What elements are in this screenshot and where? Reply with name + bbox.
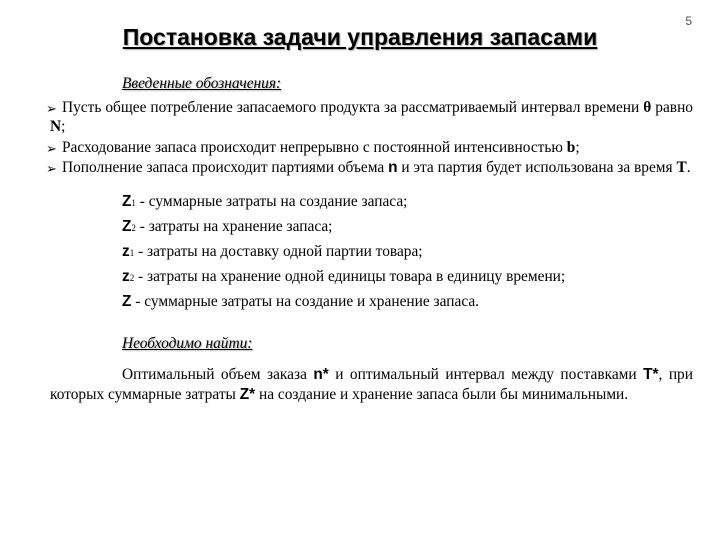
b-symbol: b: [566, 138, 576, 156]
bullet-depletion: [46, 138, 693, 158]
slide-title: [0, 24, 720, 51]
def-symbol: z: [122, 267, 130, 285]
n-symbol: n: [388, 159, 398, 176]
definition-item: [122, 264, 693, 289]
slide-number: 5: [685, 14, 692, 28]
bullet-consumption: [46, 98, 694, 137]
slide-content: [46, 74, 694, 419]
arrow-bullet-icon: ➢: [46, 100, 57, 116]
bullet-text: ;: [61, 118, 66, 135]
goal-text: и оптимальный интервал между поставками: [328, 366, 644, 383]
section-heading-notation: Введенные обозначения:: [122, 75, 282, 92]
goal-text: , при которых суммарные затраты: [50, 366, 693, 403]
def-subscript: 2: [129, 272, 135, 283]
goal-text: Оптимальный объем заказа: [122, 366, 314, 383]
def-symbol: Z: [122, 217, 132, 235]
n-total-symbol: N: [50, 118, 62, 135]
definition-item: [122, 289, 693, 314]
n-star-symbol: n*: [313, 366, 329, 383]
arrow-bullet-icon: ➢: [46, 161, 57, 176]
definition-item: [122, 239, 693, 264]
bullet-text: Расходование запаса происходит непрерывно с постоянной интенсивностью: [62, 138, 567, 156]
def-symbol: Z: [122, 192, 132, 210]
bullet-text: .: [686, 159, 691, 176]
theta-symbol: θ: [643, 98, 652, 116]
bullet-replenishment: [46, 158, 693, 178]
slide-title-text: Постановка задачи управления запасами: [122, 24, 598, 50]
def-text: - затраты на хранение запаса;: [135, 217, 333, 235]
def-subscript: 2: [131, 222, 136, 233]
def-text: - затраты на доставку одной партии товара;: [134, 242, 423, 260]
definition-item: [122, 214, 693, 239]
z-star-symbol: Z*: [239, 385, 256, 403]
bullet-text: Пополнение запаса происходит партиями объема: [62, 159, 389, 176]
def-subscript: 1: [129, 247, 135, 258]
def-subscript: 1: [131, 197, 136, 208]
bullet-text: и эта партия будет использована за время: [397, 159, 677, 176]
definition-item: [122, 189, 693, 214]
definitions-list: [50, 189, 693, 314]
def-text: - затраты на хранение одной единицы товара в единицу времени;: [134, 267, 566, 285]
arrow-bullet-icon: ➢: [46, 140, 57, 156]
t-symbol: T: [676, 159, 687, 176]
goal-paragraph: [50, 365, 693, 404]
section-heading-goal: Необходимо найти:: [122, 334, 253, 352]
def-symbol: z: [122, 242, 130, 260]
spacer: [50, 314, 693, 334]
goal-text: на создание и хранение запаса были бы минимальными.: [255, 385, 629, 403]
bullet-text: ;: [575, 138, 580, 156]
def-text: - суммарные затраты на создание запаса;: [135, 192, 408, 210]
def-text: - суммарные затраты на создание и хранение запаса.: [131, 292, 480, 310]
def-symbol: Z: [122, 292, 132, 310]
bullet-text: равно: [651, 98, 694, 116]
bullet-text: Пусть общее потребление запасаемого продукта за рассматриваемый интервал времени: [62, 98, 644, 116]
t-star-symbol: T*: [643, 366, 659, 383]
